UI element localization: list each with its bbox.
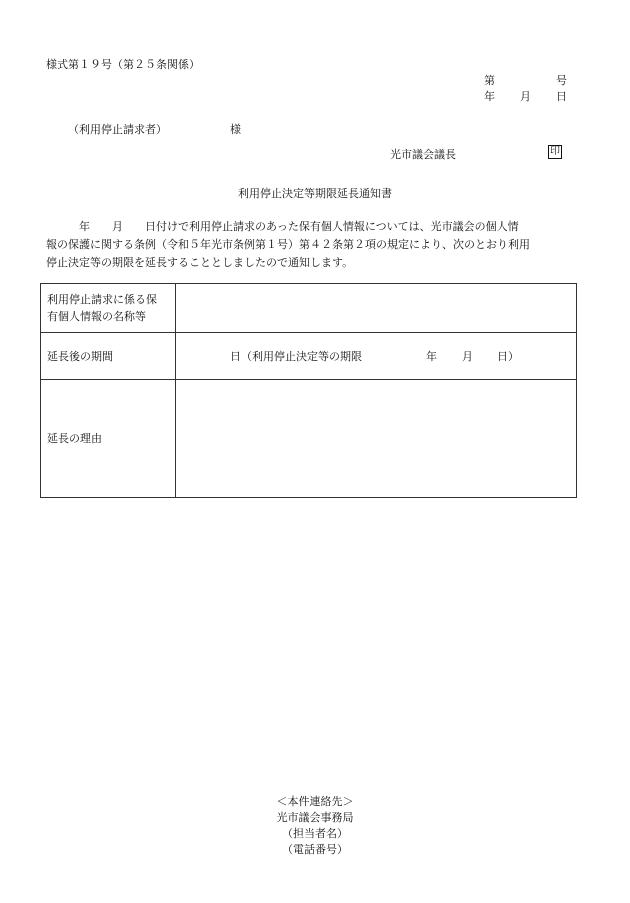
period-day-text: 日（利用停止決定等の期限 — [230, 349, 362, 363]
body-line: 年 月 日付けで利用停止請求のあった保有個人情報については、光市議会の個人情 — [46, 220, 519, 233]
info-name-label: 利用停止請求に係る保 有個人情報の名称等 — [41, 284, 176, 333]
body-paragraph — [46, 218, 586, 272]
contact-block — [0, 794, 630, 858]
contact-phone: （電話番号） — [282, 843, 348, 856]
date-month-label: 月 — [520, 90, 531, 103]
extended-period-value[interactable] — [176, 333, 577, 380]
period-close-text: 日） — [497, 349, 519, 363]
table-row-extended-period — [41, 333, 577, 380]
info-name-value[interactable] — [176, 284, 577, 333]
document-number-suffix: 号 — [556, 74, 567, 87]
contact-person: （担当者名） — [282, 827, 348, 840]
contact-office: 光市議会事務局 — [276, 811, 354, 824]
body-line: 停止決定等の期限を延長することとしましたので通知します。 — [46, 256, 354, 269]
body-line: 報の保護に関する条例（令和５年光市条例第１号）第４２条第２項の規定により、次のとおり利用 — [46, 238, 530, 251]
issuer-name: 光市議会議長 — [390, 148, 456, 161]
contact-heading: ＜本件連絡先＞ — [276, 795, 354, 808]
seal-stamp: 印 — [550, 146, 560, 157]
reason-value[interactable] — [176, 380, 577, 498]
period-month-text: 月 — [462, 349, 473, 363]
date-day-label: 日 — [556, 90, 567, 103]
recipient-honorific: 様 — [230, 123, 241, 136]
table-row-reason — [41, 380, 577, 498]
recipient-label: （利用停止請求者） — [68, 123, 167, 136]
extended-period-label: 延長後の期間 — [41, 333, 176, 380]
table-row-info-name — [41, 284, 577, 333]
period-year-text: 年 — [426, 349, 437, 363]
document-number-label: 第 — [484, 74, 495, 87]
reason-label: 延長の理由 — [41, 380, 176, 498]
info-table — [40, 283, 577, 498]
date-year-label: 年 — [484, 90, 495, 103]
form-number: 様式第１９号（第２５条関係） — [46, 58, 200, 71]
document-title: 利用停止決定等期限延長通知書 — [238, 187, 392, 200]
